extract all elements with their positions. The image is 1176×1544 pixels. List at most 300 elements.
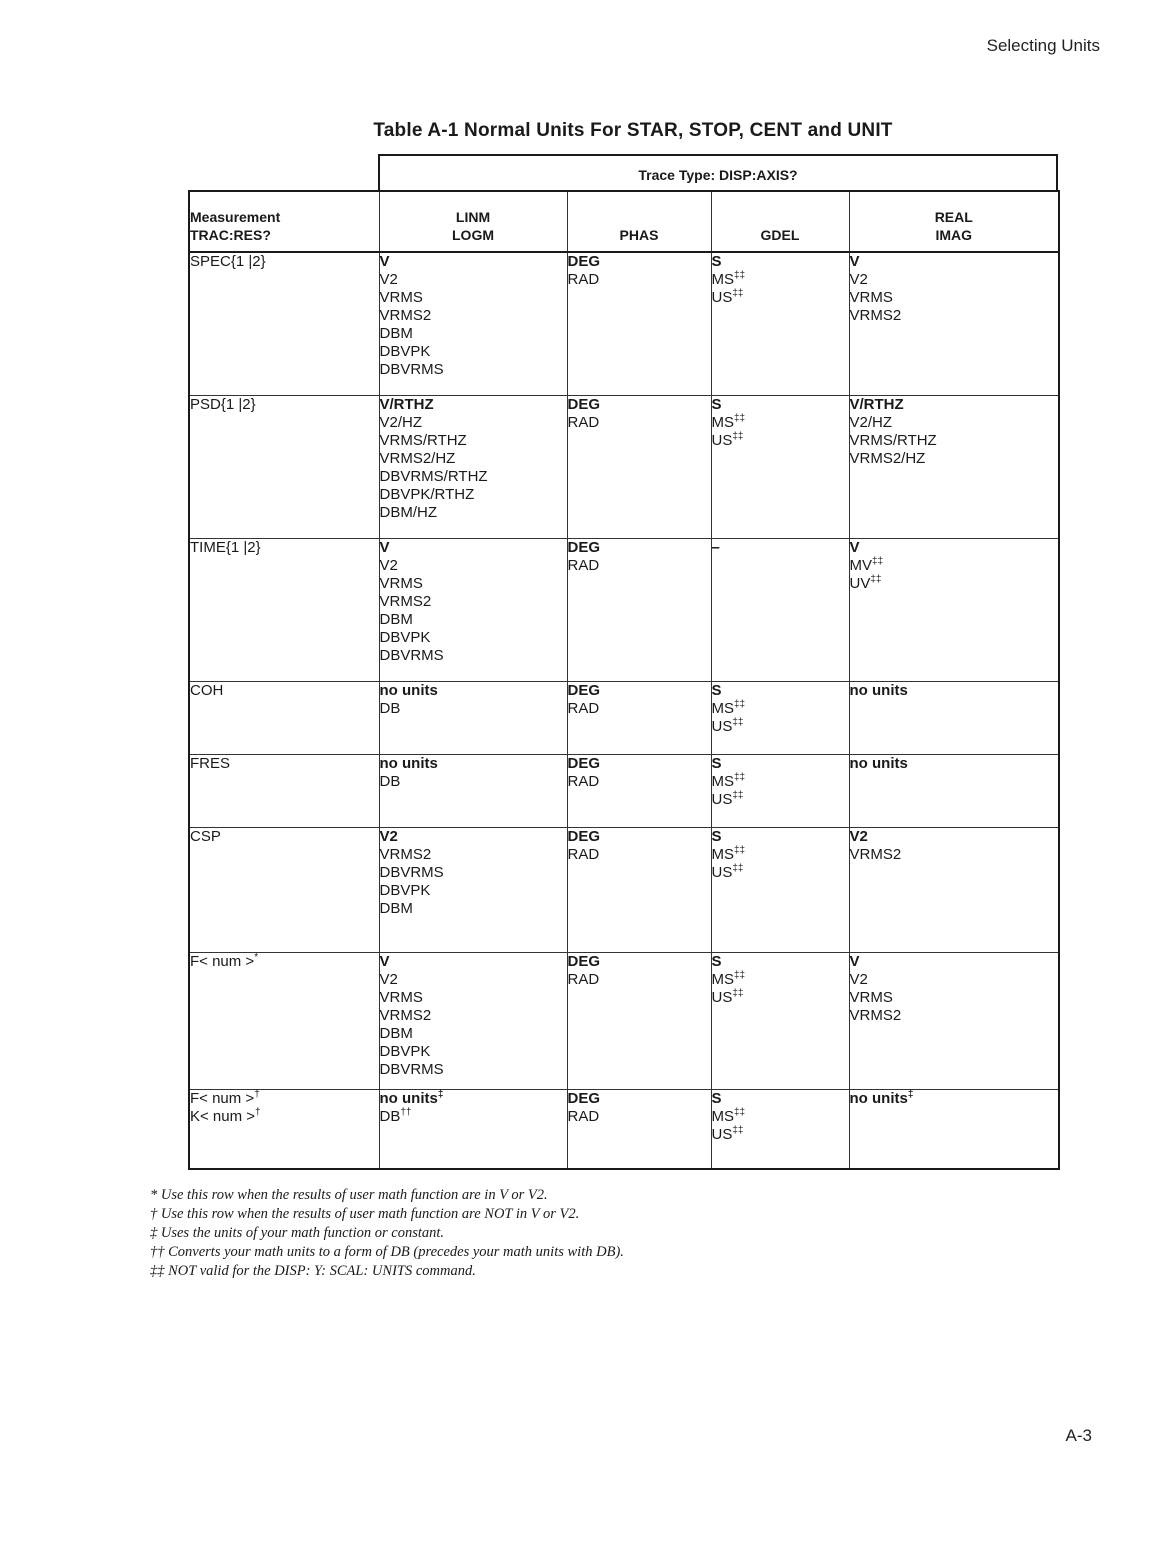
footnote-marker: ‡‡ xyxy=(732,863,744,874)
unit-value xyxy=(568,1108,711,1126)
trace-type-header: Trace Type: DISP:AXIS? xyxy=(378,154,1058,190)
unit-text: MS xyxy=(711,846,734,863)
measurement-label xyxy=(190,539,379,557)
unit-text: V2 xyxy=(849,271,868,288)
unit-text: DBM/HZ xyxy=(379,504,437,521)
unit-text: MS xyxy=(711,271,734,288)
unit-text: S xyxy=(711,253,722,270)
footnote-marker: † xyxy=(255,1107,261,1118)
header-line: LINM xyxy=(455,209,491,225)
unit-value xyxy=(380,593,567,611)
gdel-cell xyxy=(711,682,849,755)
unit-text: DBVPK xyxy=(379,629,431,646)
real-imag-cell xyxy=(849,682,1059,755)
unit-value xyxy=(568,700,711,718)
gdel-cell xyxy=(711,755,849,828)
linm-logm-cell xyxy=(379,828,567,953)
linm-logm-cell xyxy=(379,396,567,539)
unit-value xyxy=(380,1025,567,1043)
footnote-marker: ‡‡ xyxy=(870,574,882,585)
unit-value xyxy=(712,828,849,846)
unit-text: DEG xyxy=(567,1090,601,1107)
unit-text: RAD xyxy=(567,1108,600,1125)
unit-value xyxy=(712,1126,849,1144)
unit-value xyxy=(380,629,567,647)
unit-value xyxy=(712,755,849,773)
unit-text: DEG xyxy=(567,682,601,699)
footnote: ‡ Uses the units of your math function or constant. xyxy=(150,1225,445,1241)
unit-text: DBM xyxy=(379,1025,413,1042)
unit-text: S xyxy=(711,755,722,772)
unit-value xyxy=(850,989,1059,1007)
unit-text: VRMS xyxy=(849,989,893,1006)
measurement-label xyxy=(190,953,379,971)
unit-text: K< num > xyxy=(190,1108,256,1125)
table-row xyxy=(189,828,1059,953)
phas-cell xyxy=(567,953,711,1090)
unit-value xyxy=(380,953,567,971)
unit-text: RAD xyxy=(567,846,600,863)
unit-text: S xyxy=(711,1090,722,1107)
unit-value xyxy=(380,1061,567,1079)
unit-value xyxy=(850,307,1059,325)
unit-value xyxy=(712,414,849,432)
footnote: ‡‡ NOT valid for the DISP: Y: SCAL: UNITS command. xyxy=(150,1263,476,1279)
unit-text: VRMS/RTHZ xyxy=(379,432,467,449)
unit-value xyxy=(712,539,849,557)
unit-value xyxy=(712,253,849,271)
unit-text: DEG xyxy=(567,253,601,270)
unit-value xyxy=(850,557,1059,575)
footnote-marker: ‡‡ xyxy=(872,556,884,567)
unit-text: DBVPK/RTHZ xyxy=(379,486,475,503)
unit-text: – xyxy=(711,539,720,556)
unit-text: S xyxy=(711,396,722,413)
unit-value xyxy=(380,414,567,432)
unit-text: DBVRMS xyxy=(379,1061,444,1078)
unit-text: V xyxy=(379,539,390,556)
unit-text: RAD xyxy=(567,271,600,288)
unit-text: MS xyxy=(711,971,734,988)
phas-cell xyxy=(567,539,711,682)
unit-value xyxy=(850,575,1059,593)
footnote-marker: ‡ xyxy=(907,1089,914,1100)
footnotes xyxy=(150,1186,624,1281)
footnote-marker: ‡‡ xyxy=(732,988,744,999)
unit-text: VRMS2 xyxy=(849,846,902,863)
column-header-linm-logm xyxy=(379,191,567,252)
unit-value xyxy=(380,989,567,1007)
unit-text: DBVRMS xyxy=(379,864,444,881)
real-imag-cell xyxy=(849,828,1059,953)
unit-text: CSP xyxy=(190,828,221,845)
unit-value xyxy=(380,647,567,665)
unit-text: V xyxy=(849,539,860,556)
unit-value xyxy=(380,846,567,864)
unit-text: V2 xyxy=(379,828,398,845)
unit-text: V2 xyxy=(379,271,398,288)
unit-text: DBVRMS xyxy=(379,647,444,664)
unit-text: no units xyxy=(849,755,908,772)
unit-value xyxy=(380,700,567,718)
measurement-cell xyxy=(189,1090,379,1170)
unit-value xyxy=(380,828,567,846)
linm-logm-cell xyxy=(379,252,567,396)
unit-value xyxy=(568,755,711,773)
phas-cell xyxy=(567,828,711,953)
unit-text: V/RTHZ xyxy=(849,396,904,413)
linm-logm-cell xyxy=(379,682,567,755)
measurement-cell xyxy=(189,539,379,682)
unit-text: V2 xyxy=(849,971,868,988)
unit-value xyxy=(568,953,711,971)
unit-value xyxy=(712,791,849,809)
footnote-marker: ‡ xyxy=(437,1089,444,1100)
measurement-label xyxy=(190,1090,379,1108)
gdel-cell xyxy=(711,396,849,539)
real-imag-cell xyxy=(849,539,1059,682)
unit-value xyxy=(568,846,711,864)
unit-value xyxy=(712,864,849,882)
unit-value xyxy=(568,557,711,575)
column-header-real-imag xyxy=(849,191,1059,252)
column-header-row xyxy=(189,191,1059,252)
unit-text: RAD xyxy=(567,971,600,988)
unit-value xyxy=(712,773,849,791)
unit-value xyxy=(850,1090,1059,1108)
unit-value xyxy=(850,396,1059,414)
gdel-cell xyxy=(711,252,849,396)
unit-text: UV xyxy=(849,575,871,592)
unit-value xyxy=(712,289,849,307)
unit-text: DBVPK xyxy=(379,343,431,360)
phas-cell xyxy=(567,682,711,755)
measurement-label xyxy=(190,828,379,846)
footnote-marker: ‡‡ xyxy=(734,1107,746,1118)
unit-text: VRMS xyxy=(379,575,423,592)
footnote-marker: ‡‡ xyxy=(734,699,746,710)
unit-value xyxy=(380,539,567,557)
unit-value xyxy=(380,575,567,593)
measurement-label xyxy=(190,396,379,414)
unit-value xyxy=(380,1007,567,1025)
unit-text: VRMS xyxy=(379,989,423,1006)
measurement-cell xyxy=(189,396,379,539)
unit-text: VRMS2/HZ xyxy=(849,450,926,467)
unit-value xyxy=(568,682,711,700)
column-header-gdel xyxy=(711,191,849,252)
unit-value xyxy=(380,1108,567,1126)
unit-value xyxy=(850,828,1059,846)
unit-value xyxy=(850,253,1059,271)
unit-value xyxy=(850,682,1059,700)
unit-text: MS xyxy=(711,773,734,790)
unit-value xyxy=(712,432,849,450)
unit-text: V2 xyxy=(849,828,868,845)
unit-value xyxy=(850,539,1059,557)
unit-value xyxy=(712,1108,849,1126)
unit-value xyxy=(380,343,567,361)
unit-text: DEG xyxy=(567,755,601,772)
header-line: REAL xyxy=(934,209,973,225)
table-row xyxy=(189,953,1059,1090)
table-row xyxy=(189,755,1059,828)
unit-text: US xyxy=(711,864,733,881)
unit-text: MS xyxy=(711,414,734,431)
unit-value xyxy=(380,253,567,271)
unit-value xyxy=(380,882,567,900)
footnote-marker: ‡‡ xyxy=(734,845,746,856)
unit-text: S xyxy=(711,682,722,699)
unit-text: US xyxy=(711,289,733,306)
unit-text: VRMS2 xyxy=(849,307,902,324)
footnote-marker: ‡‡ xyxy=(732,717,744,728)
unit-text: V2/HZ xyxy=(379,414,423,431)
unit-value xyxy=(380,1090,567,1108)
unit-value xyxy=(712,953,849,971)
unit-value xyxy=(850,953,1059,971)
unit-value xyxy=(850,414,1059,432)
unit-text: DB xyxy=(379,773,401,790)
gdel-cell xyxy=(711,828,849,953)
unit-text: S xyxy=(711,953,722,970)
footnote: * Use this row when the results of user math function are in V or V2. xyxy=(150,1187,548,1203)
unit-value xyxy=(568,414,711,432)
unit-text: no units xyxy=(849,682,908,699)
unit-value xyxy=(380,971,567,989)
unit-text: no units xyxy=(379,755,438,772)
table-row xyxy=(189,1090,1059,1170)
measurement-cell xyxy=(189,252,379,396)
unit-value xyxy=(568,1090,711,1108)
footnote: †† Converts your math units to a form of DB (precedes your math units with DB). xyxy=(150,1244,624,1260)
units-table-container xyxy=(188,154,1058,1170)
page-number: A-3 xyxy=(1065,1426,1092,1445)
unit-value xyxy=(380,361,567,379)
unit-text: VRMS2 xyxy=(379,307,432,324)
unit-value xyxy=(568,253,711,271)
unit-text: VRMS2 xyxy=(379,846,432,863)
footnote-marker: †† xyxy=(400,1107,412,1118)
real-imag-cell xyxy=(849,1090,1059,1170)
unit-value xyxy=(380,450,567,468)
unit-value xyxy=(568,773,711,791)
unit-text: VRMS2 xyxy=(849,1007,902,1024)
table-title: Table A-1 Normal Units For STAR, STOP, CENT and UNIT xyxy=(373,120,893,141)
unit-text: COH xyxy=(190,682,224,699)
measurement-label xyxy=(190,682,379,700)
unit-text: V xyxy=(379,953,390,970)
measurement-cell xyxy=(189,682,379,755)
unit-text: RAD xyxy=(567,557,600,574)
unit-value xyxy=(380,325,567,343)
unit-text: SPEC{1 |2} xyxy=(190,253,266,270)
unit-value xyxy=(380,611,567,629)
unit-text: F< num > xyxy=(190,953,255,970)
unit-value xyxy=(380,755,567,773)
footnote-marker: ‡‡ xyxy=(734,772,746,783)
units-table xyxy=(188,190,1060,1170)
unit-value xyxy=(850,271,1059,289)
unit-value xyxy=(568,396,711,414)
unit-value xyxy=(712,989,849,1007)
footnote-marker: ‡‡ xyxy=(734,413,746,424)
units-table-body xyxy=(189,252,1059,1169)
unit-text: TIME{1 |2} xyxy=(190,539,261,556)
unit-value xyxy=(850,450,1059,468)
unit-text: DBVPK xyxy=(379,882,431,899)
header-line: LOGM xyxy=(452,227,494,243)
unit-value xyxy=(850,755,1059,773)
measurement-label xyxy=(190,253,379,271)
unit-text: DBVPK xyxy=(379,1043,431,1060)
unit-value xyxy=(380,468,567,486)
measurement-cell xyxy=(189,953,379,1090)
phas-cell xyxy=(567,755,711,828)
column-header-phas xyxy=(567,191,711,252)
unit-text: PSD{1 |2} xyxy=(190,396,256,413)
unit-text: V2 xyxy=(379,557,398,574)
unit-text: V xyxy=(849,253,860,270)
unit-value xyxy=(712,700,849,718)
column-header-measurement xyxy=(189,191,379,252)
unit-text: RAD xyxy=(567,414,600,431)
unit-text: DBVRMS xyxy=(379,361,444,378)
unit-text: MV xyxy=(849,557,872,574)
phas-cell xyxy=(567,252,711,396)
unit-value xyxy=(712,271,849,289)
unit-value xyxy=(568,971,711,989)
unit-value xyxy=(380,396,567,414)
unit-value xyxy=(380,504,567,522)
unit-text: VRMS2/HZ xyxy=(379,450,456,467)
real-imag-cell xyxy=(849,396,1059,539)
unit-value xyxy=(380,557,567,575)
unit-text: VRMS2 xyxy=(379,593,432,610)
unit-value xyxy=(712,718,849,736)
linm-logm-cell xyxy=(379,953,567,1090)
unit-text: V xyxy=(849,953,860,970)
measurement-cell xyxy=(189,828,379,953)
unit-text: no units xyxy=(379,682,438,699)
running-header: Selecting Units xyxy=(986,36,1100,55)
footnote-marker: ‡‡ xyxy=(732,288,744,299)
unit-text: V2/HZ xyxy=(849,414,893,431)
unit-value xyxy=(850,1007,1059,1025)
unit-text: VRMS/RTHZ xyxy=(849,432,937,449)
unit-text: US xyxy=(711,791,733,808)
unit-text: DB xyxy=(379,700,401,717)
unit-text: DBM xyxy=(379,325,413,342)
unit-value xyxy=(380,864,567,882)
header-line: PHAS xyxy=(619,227,659,243)
unit-value xyxy=(568,539,711,557)
unit-text: S xyxy=(711,828,722,845)
unit-text: US xyxy=(711,432,733,449)
unit-text: DEG xyxy=(567,396,601,413)
unit-text: DBM xyxy=(379,900,413,917)
header-line: Measurement xyxy=(190,209,281,225)
unit-text: VRMS xyxy=(849,289,893,306)
unit-value xyxy=(712,682,849,700)
unit-text: US xyxy=(711,718,733,735)
footnote-marker: * xyxy=(254,952,259,963)
unit-text: DEG xyxy=(567,953,601,970)
unit-text: RAD xyxy=(567,700,600,717)
unit-text: FRES xyxy=(190,755,231,772)
unit-value xyxy=(380,1043,567,1061)
phas-cell xyxy=(567,396,711,539)
phas-cell xyxy=(567,1090,711,1170)
unit-value xyxy=(712,971,849,989)
table-row xyxy=(189,682,1059,755)
unit-value xyxy=(380,307,567,325)
table-row xyxy=(189,396,1059,539)
real-imag-cell xyxy=(849,252,1059,396)
unit-text: V2 xyxy=(379,971,398,988)
measurement-label xyxy=(190,1108,379,1126)
footnote-marker: ‡‡ xyxy=(734,970,746,981)
unit-value xyxy=(380,486,567,504)
unit-text: VRMS2 xyxy=(379,1007,432,1024)
unit-text: MS xyxy=(711,700,734,717)
unit-text: DBVRMS/RTHZ xyxy=(379,468,488,485)
real-imag-cell xyxy=(849,953,1059,1090)
unit-value xyxy=(850,289,1059,307)
measurement-label xyxy=(190,755,379,773)
unit-text: US xyxy=(711,1126,733,1143)
unit-value xyxy=(380,289,567,307)
linm-logm-cell xyxy=(379,1090,567,1170)
unit-text: DEG xyxy=(567,539,601,556)
unit-text: V/RTHZ xyxy=(379,396,434,413)
header-line: GDEL xyxy=(760,227,800,243)
unit-value xyxy=(712,1090,849,1108)
header-line: IMAG xyxy=(935,227,973,243)
unit-text: US xyxy=(711,989,733,1006)
unit-text: DBM xyxy=(379,611,413,628)
unit-value xyxy=(850,846,1059,864)
unit-text: VRMS xyxy=(379,289,423,306)
unit-text: DB xyxy=(379,1108,401,1125)
unit-value xyxy=(380,682,567,700)
footnote-marker: ‡‡ xyxy=(732,790,744,801)
unit-value xyxy=(850,432,1059,450)
unit-text: RAD xyxy=(567,773,600,790)
gdel-cell xyxy=(711,539,849,682)
unit-value xyxy=(380,773,567,791)
unit-value xyxy=(712,846,849,864)
unit-value xyxy=(712,396,849,414)
footnote-marker: ‡‡ xyxy=(734,270,746,281)
unit-text: V xyxy=(379,253,390,270)
unit-value xyxy=(850,971,1059,989)
linm-logm-cell xyxy=(379,755,567,828)
unit-text: MS xyxy=(711,1108,734,1125)
footnote-marker: † xyxy=(254,1089,260,1100)
gdel-cell xyxy=(711,953,849,1090)
unit-text: DEG xyxy=(567,828,601,845)
unit-value xyxy=(568,271,711,289)
real-imag-cell xyxy=(849,755,1059,828)
table-row xyxy=(189,252,1059,396)
header-line: TRAC:RES? xyxy=(190,227,271,243)
unit-value xyxy=(568,828,711,846)
footnote: † Use this row when the results of user math function are NOT in V or V2. xyxy=(150,1206,580,1222)
footnote-marker: ‡‡ xyxy=(732,1125,744,1136)
unit-text: F< num > xyxy=(190,1090,255,1107)
unit-value xyxy=(380,432,567,450)
